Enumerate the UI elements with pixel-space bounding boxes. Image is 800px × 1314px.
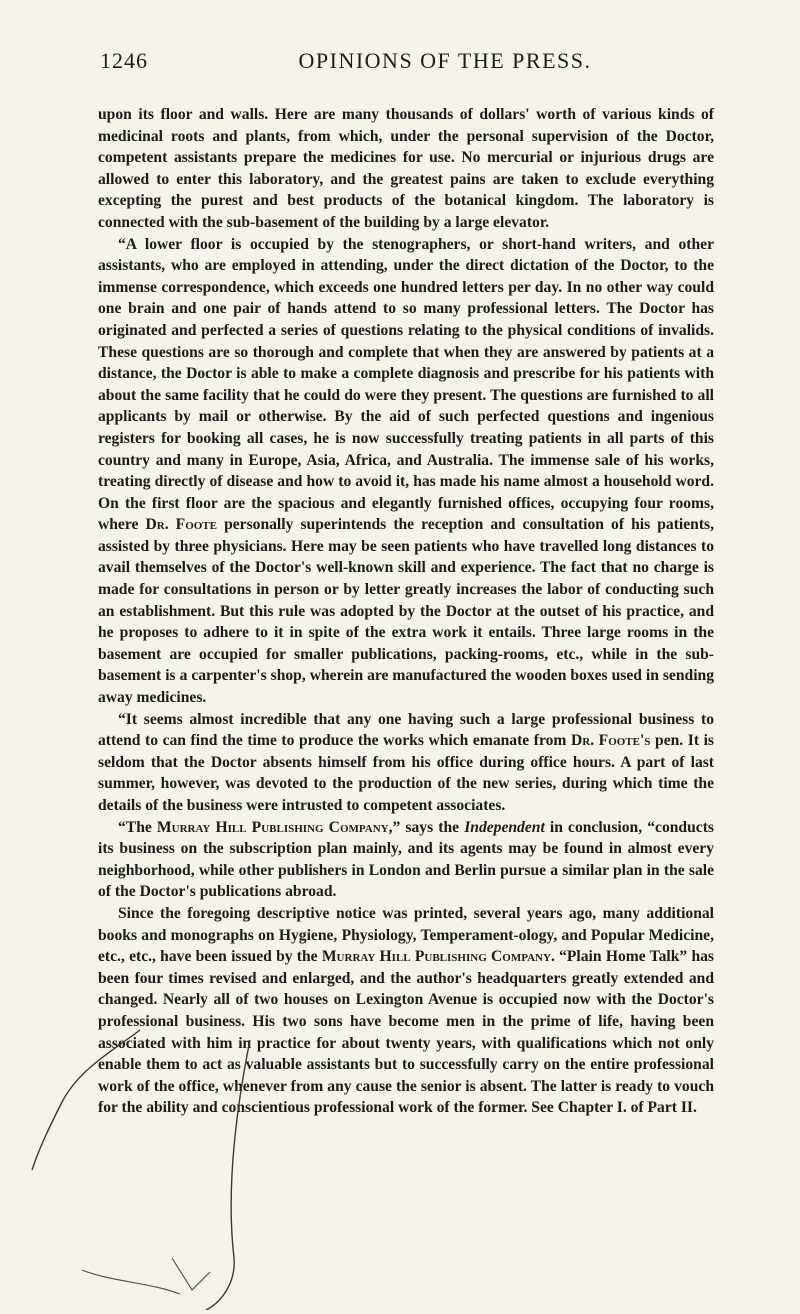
- page-number: 1246: [100, 48, 148, 73]
- paragraph-stenographers: [98, 234, 714, 709]
- paragraph-since-foregoing: [98, 903, 714, 1119]
- paragraph-laboratory: upon its floor and walls. Here are many thousands of dollars' worth of various kinds of medicinal roots and plants, from which, under the personal supervision of the Doctor, competent assistants prepare the medicines for use. No mercurial or injurious drugs are allowed to enter this laboratory, and the greatest pains are taken to exclude everything excepting the purest and best products of the botanical kingdom. The laboratory is connected with the sub-basement of the building by a large elevator.: [98, 106, 714, 231]
- paragraph-incredible: [98, 709, 714, 817]
- doctor-name: Dr. Foote's: [570, 732, 651, 750]
- paragraph-text: “A lower floor is occupied by the stenographers, or short-hand writers, and other assistants, who are employed in attending, under the direct dictation of the Doctor, to the immense correspondence, which exceeds one hundred letters per day. In no other way could one brain and one pair of hands attend to so many professional letters. The Doctor has originated and perfected a series of questions relating to the physical conditions of invalids. These questions are so thorough and complete that when they are answered by patients at a distance, the Doctor is able to make a complete diagnosis and prescribe for his patients with about the same facility that he could do were they present. The questions are furnished to all applicants by mail or otherwise. By the aid of such perfected questions and ingenious registers for booking all cases, he is now successfully treating patients in all parts of this country and many in Europe, Asia, Africa, and Australia. The immense sale of his works, treating directly of disease and how to avoid it, has made his name almost a household word. On the first floor are the spacious and elegantly furnished offices, occupying four rooms, where: [98, 235, 714, 534]
- newspaper-name: Independent: [464, 818, 545, 836]
- paragraph-text: in conclusion, “conducts its business on the subscription plan mainly, and its agents may be found in almost every neighborhood, while other publishers in London and Berlin pursue a similar plan in the sale of the Doctor's publications abroad.: [98, 818, 714, 901]
- paragraph-text: pen. It is seldom that the Doctor absents himself from his office during office hours. A part of last summer, however, was devoted to the production of the new series, during which time the details of the business were intrusted to competent associates.: [98, 732, 714, 814]
- paragraph-text: “Plain Home Talk” has been four times revised and enlarged, and the author's headquarters greatly extended and changed. Nearly all of two houses on Lexington Avenue is occupied now with the Doctor's professional business. His two sons have become men in the prime of life, having been associated with him in practice for about twenty years, with qualifications which not only enable them to act as valuable assistants but to successfully carry on the entire professional work of the office, whenever from any cause the senior is absent. The latter is ready to vouch for the ability and conscientious professional work of the former. See Chapter I. of Part II.: [98, 948, 714, 1117]
- paragraph-text: ” says the: [392, 818, 460, 836]
- page-header: [100, 48, 710, 82]
- body-text: [98, 104, 714, 1119]
- paragraph-text: “It seems almost incredible that any one having such a large professional business to attend to can find the time to produce the works which emanate from: [98, 710, 714, 750]
- paragraph-text: “The: [118, 818, 152, 836]
- company-name: Murray Hill Publishing Company,: [156, 818, 393, 836]
- doctor-name: Dr. Foote: [145, 516, 217, 534]
- paragraph-text: personally superintends the reception and consultation of his patients, assisted by three physicians. Here may be seen patients who have travelled long distances to avail themselves of the Doctor's well-known skill and experience. The fact that no charge is made for consultations in person or by letter greatly increases the labor of conducting such an establishment. But this rule was adopted by the Doctor at the outset of his practice, and he proposes to adhere to it in spite of the extra work it entails. Three large rooms in the basement are occupied for smaller publications, packing-rooms, etc., while in the sub-basement is a carpenter's shop, wherein are manufactured the wooden boxes used in sending away medicines.: [98, 516, 714, 707]
- running-head: OPINIONS OF THE PRESS.: [298, 48, 592, 73]
- paragraph-text: Since the foregoing descriptive notice was printed, several years ago, many additional books and monographs on Hygiene, Physiology, Temperament-ology, and Popular Medicine, etc., etc., have been issued by the: [98, 904, 714, 966]
- paragraph-publishing-company: [98, 817, 714, 903]
- company-name: Murray Hill Publishing Company.: [321, 948, 555, 966]
